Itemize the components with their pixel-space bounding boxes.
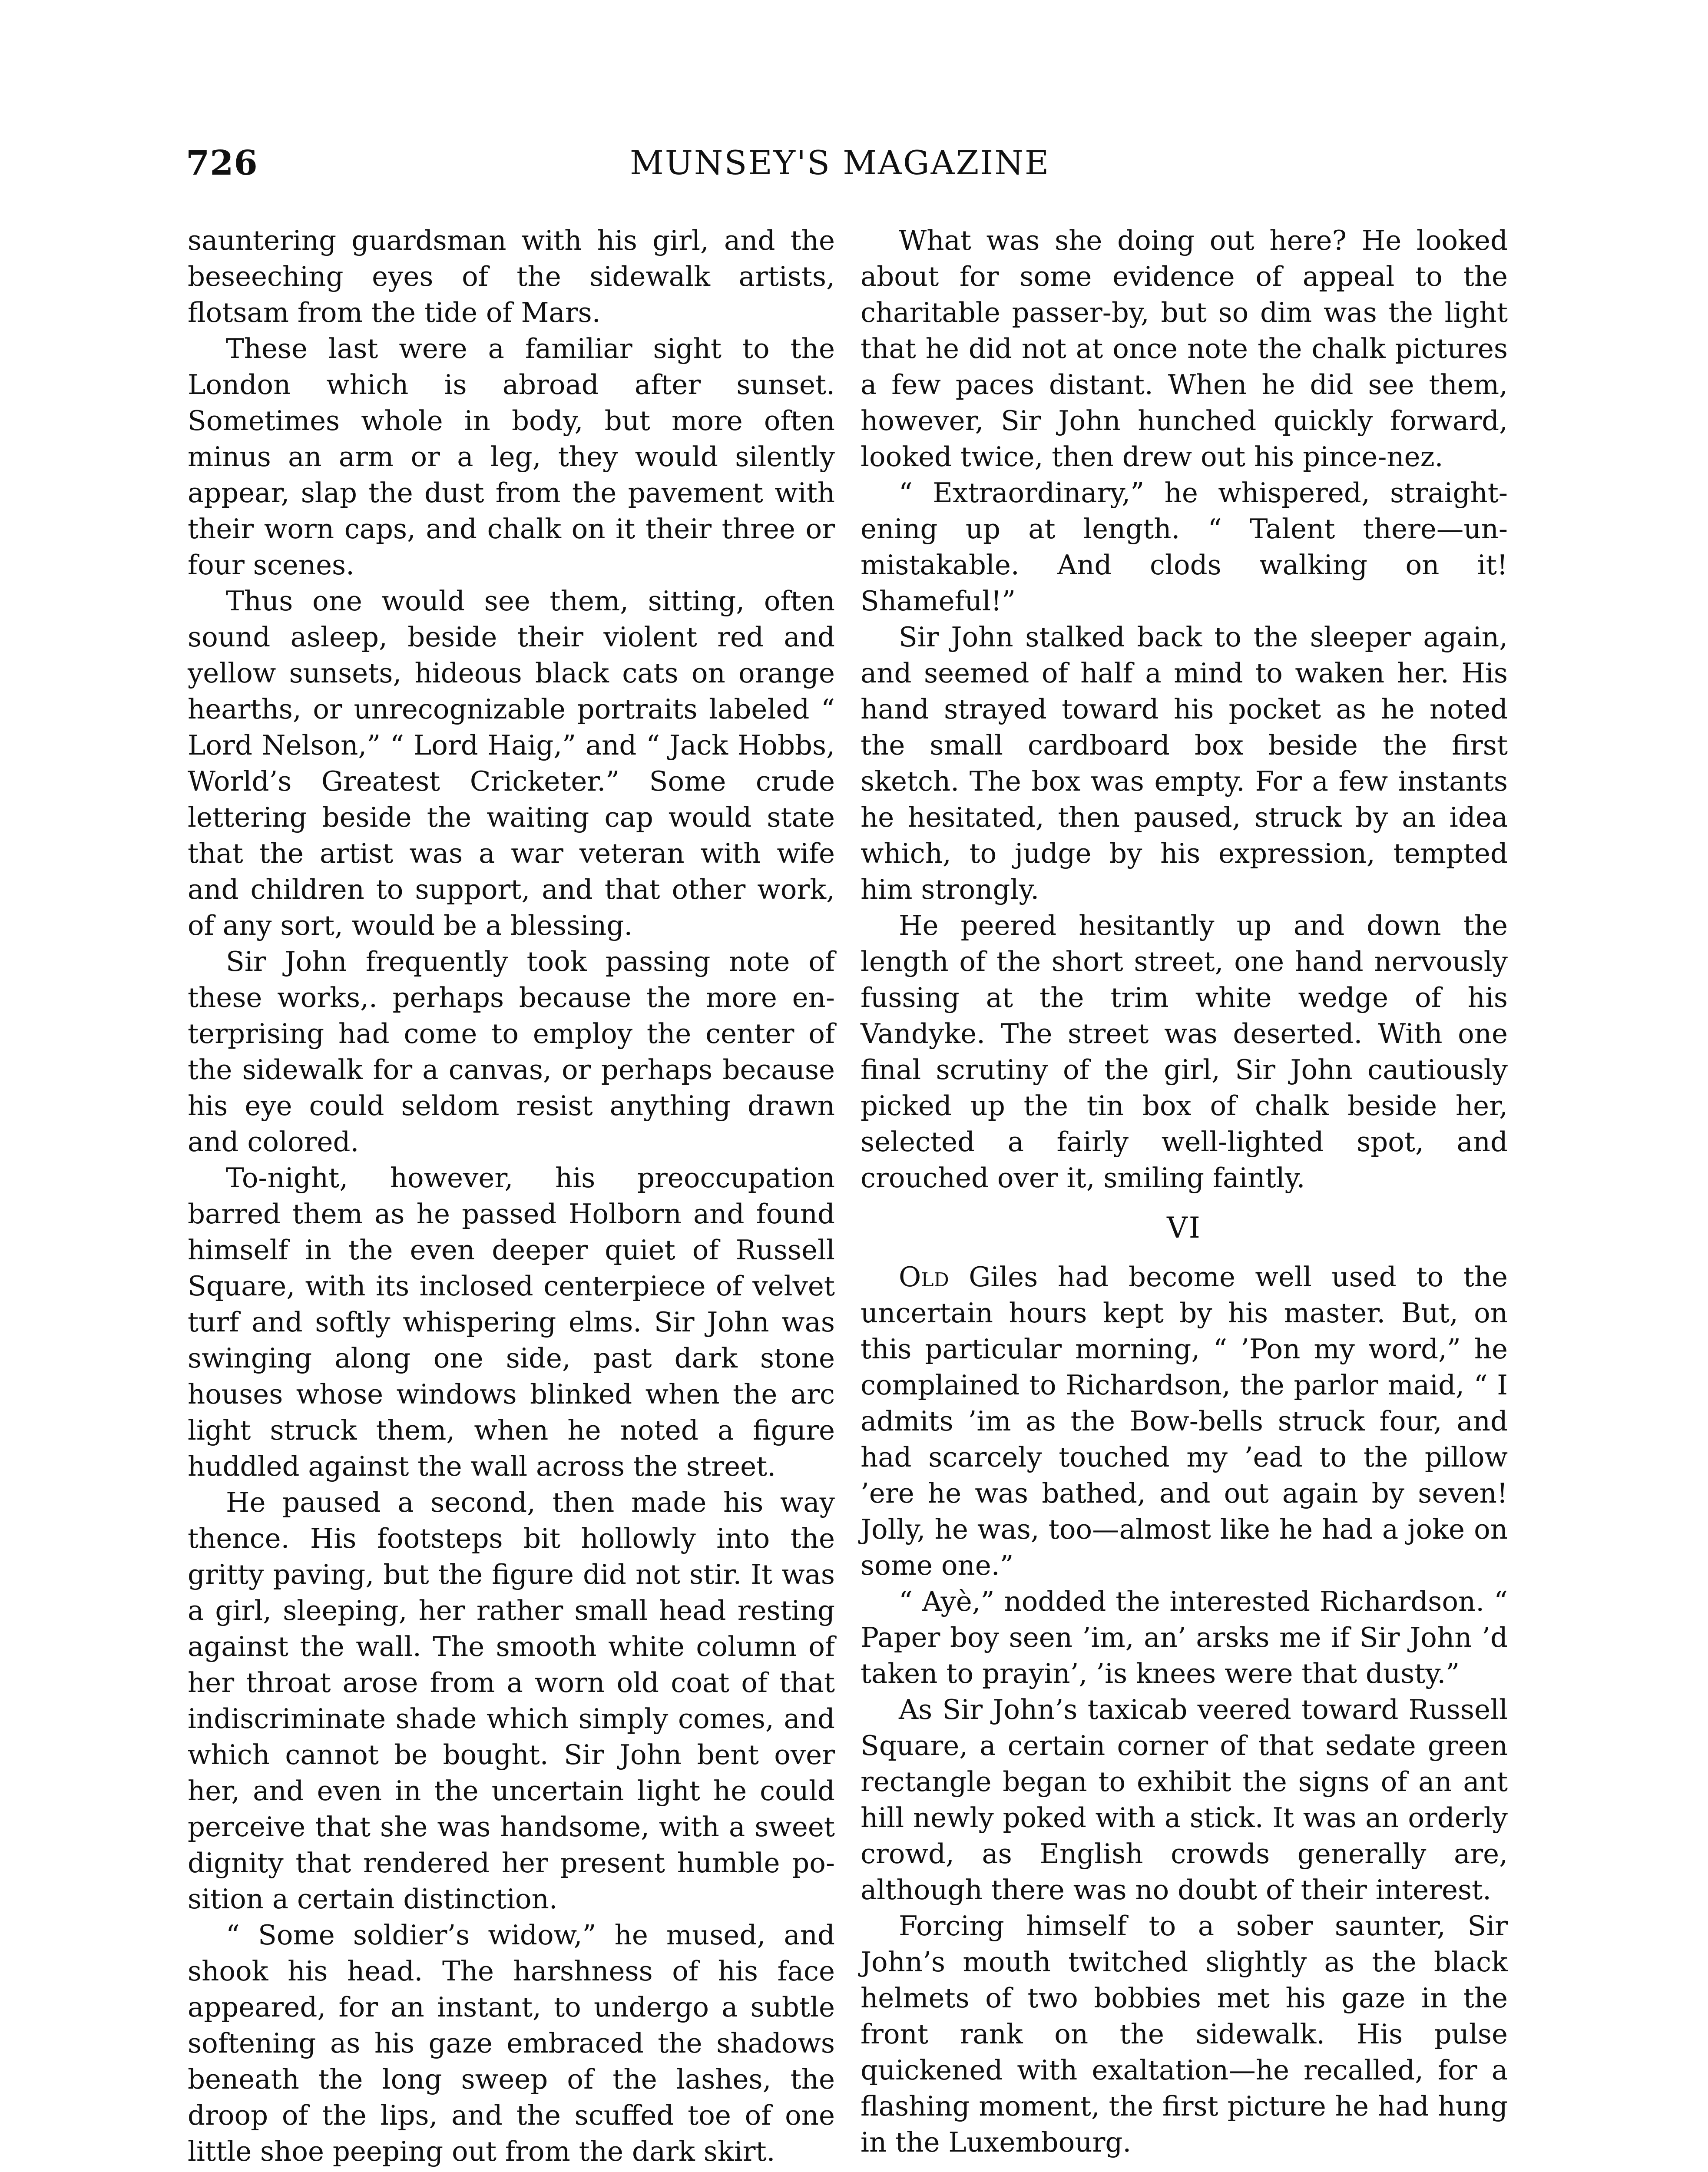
left-column: [188, 222, 835, 2169]
section-heading: VI: [1167, 1211, 1202, 1245]
paragraph-text: Giles had become well used to the uncertain hours kept by his master. But, on this particular morning, “ ’Pon my word,” he complained to Richardson, the parlor maid, “ I admits ’im as the Bow-bells struck four, and had scarcely touched my ’ead to the pillow ’ere he was bathed, and out again by seven! Jolly, he was, too—almost like he had a joke on some one.”: [861, 1261, 1508, 1581]
paragraph: As Sir John’s taxicab veered toward Russell Square, a certain corner of that sedate green rectangle began to exhibit the signs of an ant hill newly poked with a stick. It was an orderly crowd, as English crowds generally are, although there was no doubt of their interest.: [861, 1694, 1508, 1906]
paragraph: [861, 1259, 1508, 1583]
paragraph: Sir John frequently took passing note of these works,. perhaps because the more enterprising had come to employ the center of the sidewalk for a canvas, or perhaps because his eye could seldom resist anything drawn and colored.: [188, 946, 835, 1158]
paragraph: sauntering guardsman with his girl, and the beseeching eyes of the sidewalk artists, flotsam from the tide of Mars.: [188, 225, 835, 328]
paragraph: “ Extraordinary,” he whispered, straightening up at length. “ Talent there—unmistakable. And clods walking on it! Shameful!”: [861, 477, 1508, 617]
right-column: [861, 222, 1508, 2160]
paragraph: He paused a second, then made his way thence. His footsteps bit hollowly into the gritty paving, but the figure did not stir. It was a girl, sleeping, her rather small head resting against the wall. The smooth white column of her throat arose from a worn old coat of that indiscriminate shade which simply comes, and which cannot be bought. Sir John bent over her, and even in the uncertain light he could perceive that she was handsome, with a sweet dignity that rendered her present humble position a certain distinction.: [188, 1487, 835, 1915]
page-number: 726: [186, 143, 258, 183]
paragraph: “ Ayè,” nodded the interested Richardson. “ Paper boy seen ’im, an’ arsks me if Sir John ’d taken to prayin’, ’is knees were that dusty.”: [861, 1586, 1508, 1689]
paragraph: Thus one would see them, sitting, often sound asleep, beside their violent red and yellow sunsets, hideous black cats on orange hearths, or unrecognizable portraits labeled “ Lord Nelson,” “ Lord Haig,” and “ Jack Hobbs, World’s Greatest Cricketer.” Some crude lettering beside the waiting cap would state that the artist was a war veteran with wife and children to support, and that other work, of any sort, would be a blessing.: [188, 585, 835, 941]
paragraph: To-night, however, his preoccupation barred them as he passed Holborn and found himself in the even deeper quiet of Russell Square, with its inclosed centerpiece of velvet turf and softly whispering elms. Sir John was swinging along one side, past dark stone houses whose windows blinked when the arc light struck them, when he noted a figure huddled against the wall across the street.: [188, 1162, 835, 1482]
paragraph-lead-smallcaps: Old: [899, 1261, 949, 1293]
paragraph: What was she doing out here? He looked about for some evidence of appeal to the charitable passer-by, but so dim was the light that he did not at once note the chalk pictures a few paces distant. When he did see them, however, Sir John hunched quickly forward, looked twice, then drew out his pince-nez.: [861, 225, 1508, 473]
paragraph: He peered hesitantly up and down the length of the short street, one hand nervously fussing at the trim white wedge of his Vandyke. The street was deserted. With one final scrutiny of the girl, Sir John cautiously picked up the tin box of chalk beside her, selected a fairly well-lighted spot, and crouched over it, smiling faintly.: [861, 910, 1508, 1194]
paragraph: These last were a familiar sight to the London which is abroad after sunset. Sometimes whole in body, but more often minus an arm or a leg, they would silently appear, slap the dust from the pavement with their worn caps, and chalk on it their three or four scenes.: [188, 333, 835, 581]
paragraph: Sir John stalked back to the sleeper again, and seemed of half a mind to waken her. His hand strayed toward his pocket as he noted the small cardboard box beside the first sketch. The box was empty. For a few instants he hesitated, then paused, struck by an idea which, to judge by his expression, tempted him strongly.: [861, 621, 1508, 905]
paragraph: “ Some soldier’s widow,” he mused, and shook his head. The harshness of his face appeared, for an instant, to undergo a subtle softening as his gaze embraced the shadows beneath the long sweep of the lashes, the droop of the lips, and the scuffed toe of one little shoe peeping out from the dark skirt.: [188, 1919, 835, 2167]
running-head: MUNSEY'S MAGAZINE: [630, 143, 1050, 182]
paragraph: Forcing himself to a sober saunter, Sir John’s mouth twitched slightly as the black helmets of two bobbies met his gaze in the front rank on the sidewalk. His pulse quickened with exaltation—he recalled, for a flashing moment, the first picture he had hung in the Luxembourg.: [861, 1910, 1508, 2158]
